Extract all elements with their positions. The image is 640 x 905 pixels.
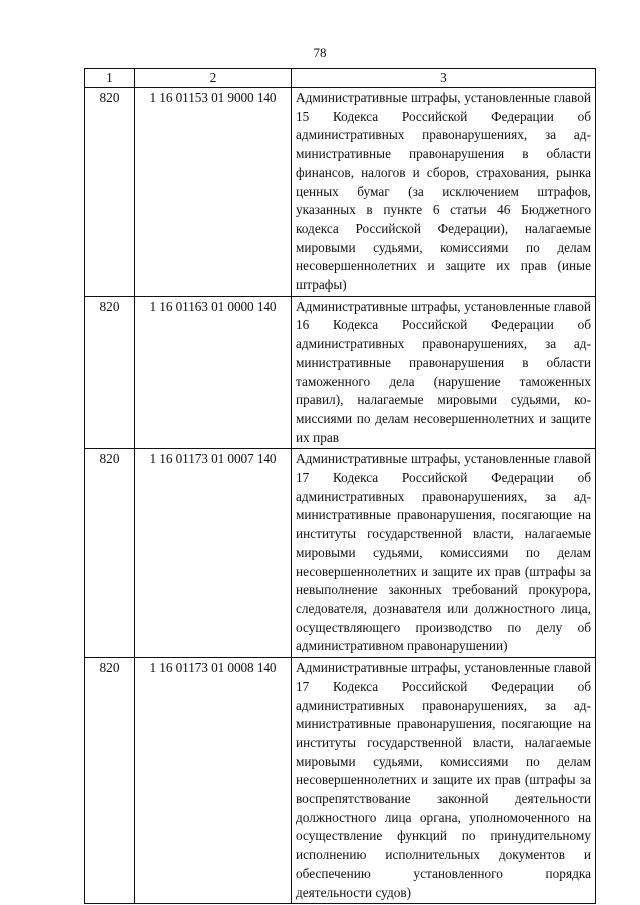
table-row [85,88,596,297]
table-row [85,296,596,449]
table-row [85,449,596,658]
page-number: 78 [313,45,327,60]
budget-classification-code-cell: 1 16 01163 01 0000 140 [135,296,292,449]
description-cell: Административные штрафы, установленные главой 17 Кодекса Российской Федерации об административных правонарушениях, за административные правонарушения, посягающие на институты государственной власти, налагаемые мировыми судьями, комиссиями по делам несовершеннолетних и защите их прав (штрафы за невыполнение законных требований прокурора, следователя, дознавателя или должностного лица, осуществляющего производство по делу об административном правонарушении) [292,449,596,658]
budget-classification-code-cell: 1 16 01173 01 0007 140 [135,449,292,658]
administrator-code-cell: 820 [85,449,135,658]
budget-classification-code-cell: 1 16 01153 01 9000 140 [135,88,292,297]
description-cell: Административные штрафы, установленные главой 16 Кодекса Российской Федерации об административных правонарушениях, за административные правонарушения в области таможенного дела (нарушение таможенных правил), налагаемые мировыми судьями, комиссиями по делам несовершеннолетних и защите их прав [292,296,596,449]
column-header-1: 1 [85,69,135,88]
description-cell: Административные штрафы, установленные главой 15 Кодекса Российской Федерации об административных правонарушениях, за административные правонарушения в области финансов, налогов и сборов, страхования, рынка ценных бумаг (за исключением штрафов, указанных в пункте 6 статьи 46 Бюджетного кодекса Российской Федерации), налагаемые мировыми судьями, комиссиями по делам несовершеннолетних и защите их прав (иные штрафы) [292,88,596,297]
budget-codes-table [84,68,596,904]
table-header-row [85,69,596,88]
budget-classification-code-cell: 1 16 01173 01 0008 140 [135,658,292,904]
administrator-code-cell: 820 [85,88,135,297]
administrator-code-cell: 820 [85,658,135,904]
column-header-2: 2 [135,69,292,88]
description-cell: Административные штрафы, установленные главой 17 Кодекса Российской Федерации об административных правонарушениях, за административные правонарушения, посягающие на институты государственной власти, налагаемые мировыми судьями, комиссиями по делам несовершеннолетних и защите их прав (штрафы за воспрепятствование законной деятельности должностного лица органа, уполномоченного на осуществление функций по принудительному исполнению исполнительных документов и обеспечению установленного порядка деятельности судов) [292,658,596,904]
column-header-3: 3 [292,69,596,88]
table-row [85,658,596,904]
administrator-code-cell: 820 [85,296,135,449]
